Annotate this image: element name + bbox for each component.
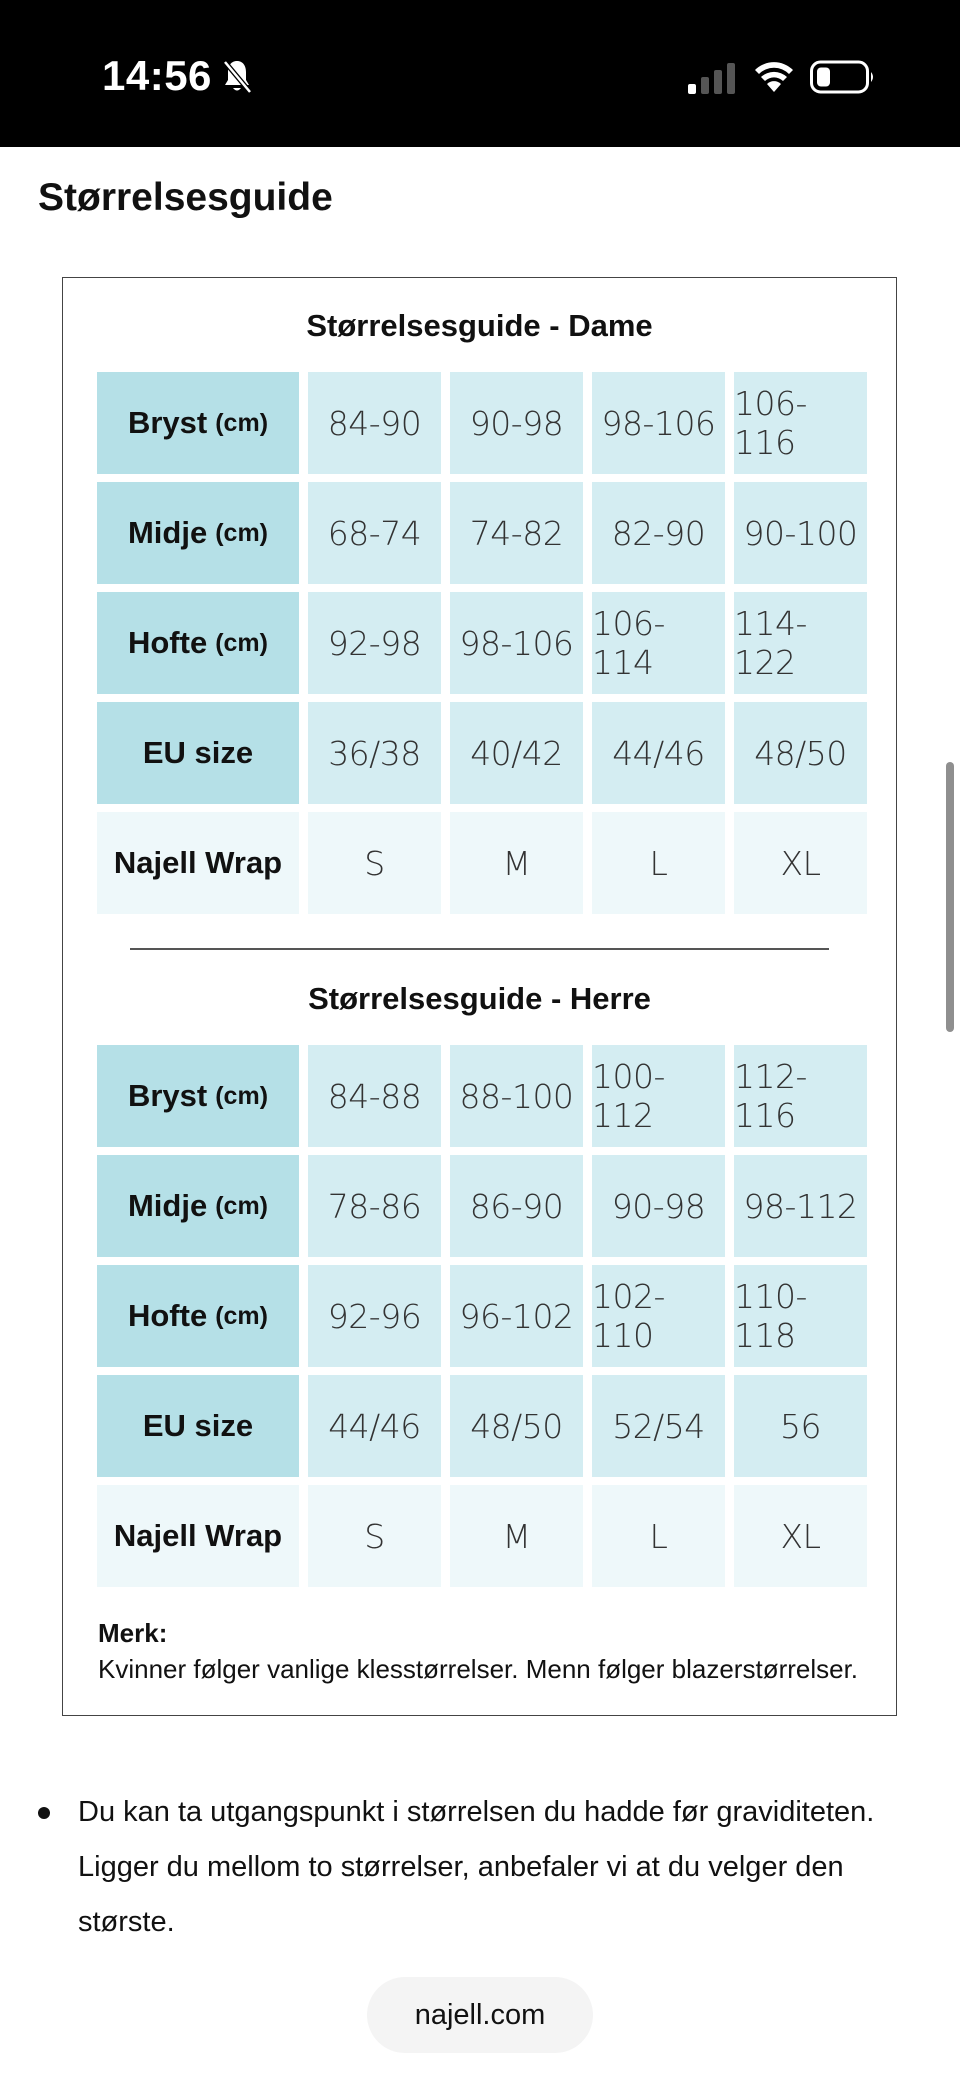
table-cell: 84-88 <box>308 1045 441 1147</box>
cellular-signal-icon <box>688 62 736 96</box>
battery-icon <box>810 60 876 94</box>
table-cell: 92-98 <box>308 592 441 694</box>
bullet-dot-icon <box>38 1807 50 1819</box>
table-cell: 48/50 <box>450 1375 583 1477</box>
table-cell: 90-100 <box>734 482 867 584</box>
table-cell: 96-102 <box>450 1265 583 1367</box>
row-header <box>97 1265 299 1367</box>
section-divider <box>130 948 829 950</box>
table-cell: 86-90 <box>450 1155 583 1257</box>
table-cell: 36/38 <box>308 702 441 804</box>
row-header <box>97 372 299 474</box>
women-size-table <box>97 372 865 914</box>
table-cell: 98-106 <box>592 372 725 474</box>
table-cell: 90-98 <box>450 372 583 474</box>
table-cell: M <box>450 812 583 914</box>
row-header-unit: (cm) <box>215 518 269 547</box>
row-header-label: Midje <box>127 1188 208 1223</box>
row-header <box>97 1155 299 1257</box>
table-cell: 84-90 <box>308 372 441 474</box>
table-cell: 56 <box>734 1375 867 1477</box>
table-cell: 100-112 <box>592 1045 725 1147</box>
table-cell: 98-112 <box>734 1155 867 1257</box>
row-header <box>97 702 299 804</box>
table-cell: XL <box>734 1485 867 1587</box>
row-header-label: EU size <box>142 735 254 770</box>
row-header-unit: (cm) <box>215 1191 269 1220</box>
table-cell: 110-118 <box>734 1265 867 1367</box>
table-cell: 52/54 <box>592 1375 725 1477</box>
table-cell: L <box>592 812 725 914</box>
row-header-label: Najell Wrap <box>113 1518 283 1553</box>
bullet-list-item <box>38 1785 898 1950</box>
note-text: Kvinner følger vanlige klesstørrelser. Menn følger blazerstørrelser. <box>98 1654 859 1684</box>
size-note <box>98 1615 878 1687</box>
table-cell: XL <box>734 812 867 914</box>
row-header <box>97 1375 299 1477</box>
table-cell: 90-98 <box>592 1155 725 1257</box>
row-header-label: Midje <box>127 515 208 550</box>
row-header <box>97 1045 299 1147</box>
note-title: Merk: <box>98 1618 168 1648</box>
row-header-unit: (cm) <box>215 1301 268 1330</box>
table-cell: 88-100 <box>450 1045 583 1147</box>
scrollbar[interactable] <box>946 762 954 1032</box>
table-cell: S <box>308 812 441 914</box>
table-cell: 82-90 <box>592 482 725 584</box>
page-title: Størrelsesguide <box>38 176 333 219</box>
row-header-label: Najell Wrap <box>113 845 283 880</box>
row-header <box>97 812 299 914</box>
row-header-label: Hofte <box>127 1298 208 1333</box>
table-cell: 44/46 <box>308 1375 441 1477</box>
bullet-text: Du kan ta utgangspunkt i størrelsen du hadde før graviditeten. Ligger du mellom to størrelser, anbefaler vi at du velger den største. <box>78 1796 875 1938</box>
table-cell: 74-82 <box>450 482 583 584</box>
row-header-label: Bryst <box>127 405 208 440</box>
row-header-label: Bryst <box>127 1078 208 1113</box>
table-cell: 106-116 <box>734 372 867 474</box>
row-header-unit: (cm) <box>215 1081 269 1110</box>
table-cell: 44/46 <box>592 702 725 804</box>
row-header <box>97 592 299 694</box>
row-header-unit: (cm) <box>215 408 269 437</box>
table-cell: 40/42 <box>450 702 583 804</box>
status-time: 14:56 <box>102 52 212 99</box>
table-cell: 92-96 <box>308 1265 441 1367</box>
browser-url-bar[interactable]: najell.com <box>367 1977 593 2053</box>
row-header <box>97 482 299 584</box>
table-cell: 112-116 <box>734 1045 867 1147</box>
wifi-icon <box>753 58 795 94</box>
table-cell: 106-114 <box>592 592 725 694</box>
table-cell: 102-110 <box>592 1265 725 1367</box>
bell-slash-icon <box>222 58 252 96</box>
row-header <box>97 1485 299 1587</box>
women-section-title: Størrelsesguide - Dame <box>306 308 653 343</box>
table-cell: M <box>450 1485 583 1587</box>
row-header-unit: (cm) <box>215 628 268 657</box>
row-header-label: Hofte <box>127 625 208 660</box>
size-guide-card <box>62 277 897 1716</box>
row-header-label: EU size <box>142 1408 254 1443</box>
men-size-table <box>97 1045 865 1587</box>
table-cell: 98-106 <box>450 592 583 694</box>
men-section-title: Størrelsesguide - Herre <box>308 981 651 1016</box>
status-bar <box>0 0 960 147</box>
table-cell: S <box>308 1485 441 1587</box>
table-cell: L <box>592 1485 725 1587</box>
table-cell: 68-74 <box>308 482 441 584</box>
table-cell: 78-86 <box>308 1155 441 1257</box>
table-cell: 114-122 <box>734 592 867 694</box>
table-cell: 48/50 <box>734 702 867 804</box>
